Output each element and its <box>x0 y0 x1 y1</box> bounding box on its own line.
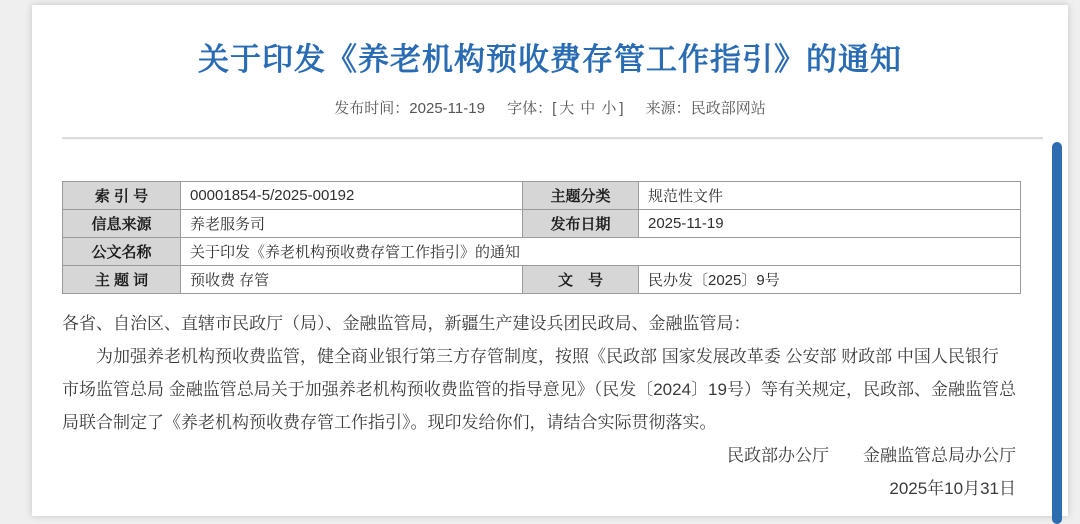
publish-time-label: 发布时间： <box>334 100 410 118</box>
table-row-source <box>63 210 1021 238</box>
source <box>646 100 766 117</box>
font-size-control <box>507 100 623 117</box>
doc-name-label: 公文名称 <box>63 238 181 266</box>
topic-category-label: 主题分类 <box>523 182 639 210</box>
scrollbar-thumb[interactable] <box>1052 142 1062 524</box>
publish-date-label: 发布日期 <box>523 210 639 238</box>
info-source-value: 养老服务司 <box>181 210 523 238</box>
keywords-label: 主 题 词 <box>63 266 181 294</box>
source-label: 来源： <box>645 100 691 118</box>
keywords-value: 预收费 存管 <box>181 266 523 294</box>
publish-time-value: 2025-11-19 <box>409 100 485 118</box>
table-row-keywords <box>63 266 1021 294</box>
publish-date-value: 2025-11-19 <box>639 210 1021 238</box>
font-size-medium-link[interactable]: 中 <box>580 100 596 118</box>
page-title: 关于印发《养老机构预收费存管工作指引》的通知 <box>198 42 902 77</box>
doc-number-label: 文 号 <box>523 266 639 294</box>
document-body <box>62 307 1020 505</box>
font-size-bracket-open: [ <box>552 100 557 118</box>
source-value: 民政部网站 <box>690 100 766 118</box>
salutation: 各省、自治区、直辖市民政厅（局）、金融监管局，新疆生产建设兵团民政局、金融监管局： <box>62 314 751 334</box>
index-number-value: 00001854-5/2025-00192 <box>181 182 523 210</box>
topic-category-value: 规范性文件 <box>639 182 1021 210</box>
font-size-label: 字体： <box>507 100 553 118</box>
font-size-bracket-close: ] <box>619 100 624 118</box>
index-number-label: 索 引 号 <box>63 182 181 210</box>
meta-line <box>32 97 1068 118</box>
doc-name-value: 关于印发《养老机构预收费存管工作指引》的通知 <box>181 238 1021 266</box>
table-row-doc-name <box>63 238 1021 266</box>
doc-number-value: 民办发〔2025〕9号 <box>639 266 1021 294</box>
font-size-large-link[interactable]: 大 <box>559 100 575 118</box>
divider <box>62 137 1043 140</box>
info-source-label: 信息来源 <box>63 210 181 238</box>
publish-time <box>334 100 485 117</box>
signature-line: 民政部办公厅 金融监管总局办公厅 <box>727 446 1016 466</box>
body-paragraph: 为加强养老机构预收费监管，健全商业银行第三方存管制度，按照《民政部 国家发展改革委 公安部 财政部 中国人民银行 市场监管总局 金融监管总局关于加强养老机构预收费监管的指导意见》（民发〔2024〕19号）等有关规定，民政部、金融监管总局联合制定了《养老机构预收费存管工作指引》。现印发给你们，请结合实际贯彻落实。 <box>62 347 1016 433</box>
table-row-index <box>63 182 1021 210</box>
info-table <box>62 181 1021 294</box>
font-size-small-link[interactable]: 小 <box>601 100 617 118</box>
date-line: 2025年10月31日 <box>889 479 1016 499</box>
document-card <box>32 5 1068 516</box>
